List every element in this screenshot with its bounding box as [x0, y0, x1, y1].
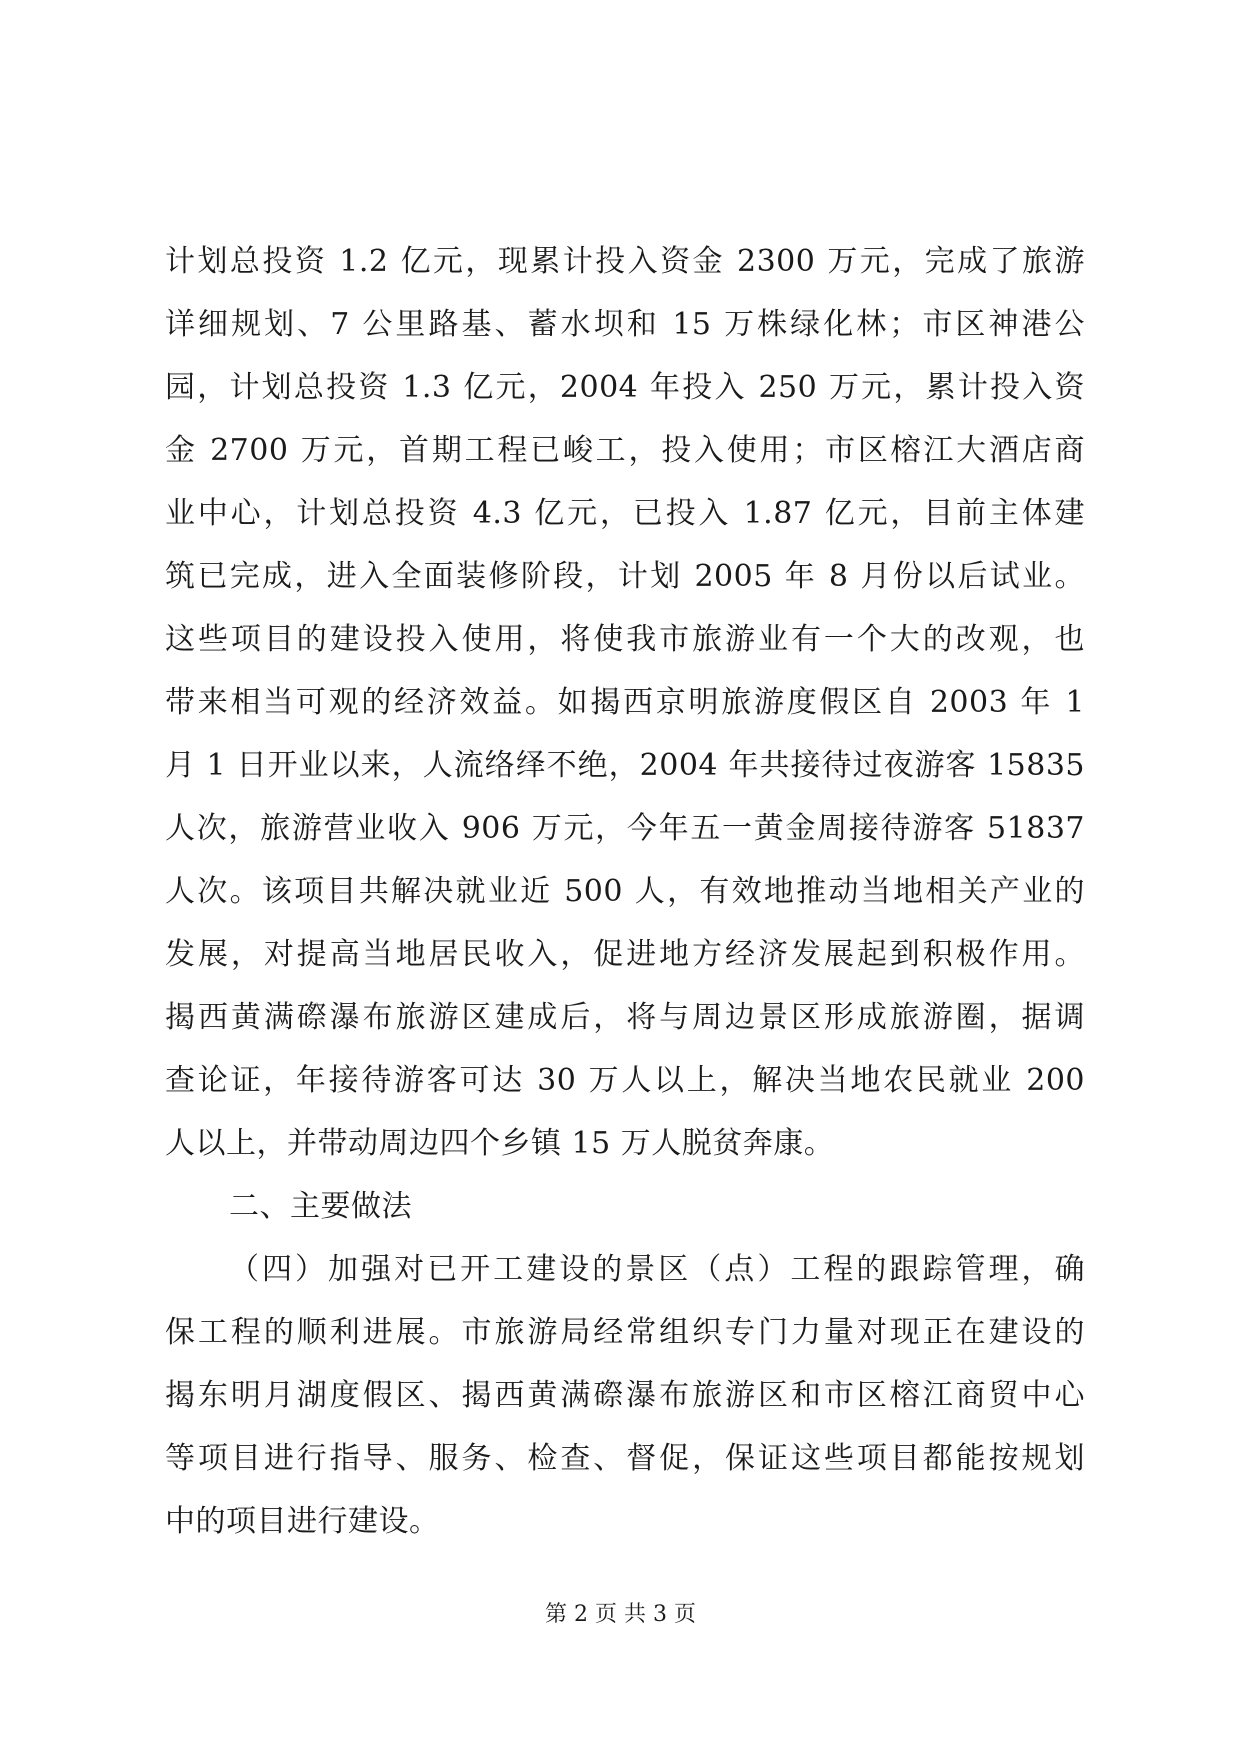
body-line: 带来相当可观的经济效益。如揭西京明旅游度假区自 2003 年 1 — [165, 685, 1085, 720]
body-line: 计划总投资 1.2 亿元，现累计投入资金 2300 万元，完成了旅游 — [165, 244, 1085, 279]
body-line: 查论证，年接待游客可达 30 万人以上，解决当地农民就业 200 — [165, 1063, 1085, 1098]
body-line: 人次，旅游营业收入 906 万元，今年五一黄金周接待游客 51837 — [165, 811, 1085, 846]
document-body — [165, 230, 1085, 1553]
body-line: 金 2700 万元，首期工程已峻工，投入使用；市区榕江大酒店商 — [165, 433, 1085, 468]
body-line: 保工程的顺利进展。市旅游局经常组织专门力量对现正在建设的 — [165, 1315, 1085, 1350]
body-line: 中的项目进行建设。 — [165, 1504, 440, 1539]
body-line: 这些项目的建设投入使用，将使我市旅游业有一个大的改观，也 — [165, 622, 1085, 657]
section-heading: 二、主要做法 — [229, 1189, 412, 1224]
body-line: 业中心，计划总投资 4.3 亿元，已投入 1.87 亿元，目前主体建 — [165, 496, 1085, 531]
body-line: 月 1 日开业以来，人流络绎不绝，2004 年共接待过夜游客 15835 — [165, 748, 1085, 783]
body-line: 筑已完成，进入全面装修阶段，计划 2005 年 8 月份以后试业。 — [165, 559, 1085, 594]
body-line: 等项目进行指导、服务、检查、督促，保证这些项目都能按规划 — [165, 1441, 1085, 1476]
body-line: 详细规划、7 公里路基、蓄水坝和 15 万株绿化林；市区神港公 — [165, 307, 1085, 342]
body-line: 园，计划总投资 1.3 亿元，2004 年投入 250 万元，累计投入资 — [165, 370, 1085, 405]
body-line: 发展，对提高当地居民收入，促进地方经济发展起到积极作用。 — [165, 937, 1085, 972]
body-line: 人以上，并带动周边四个乡镇 15 万人脱贫奔康。 — [165, 1126, 835, 1161]
body-line: 揭西黄满磜瀑布旅游区建成后，将与周边景区形成旅游圈，据调 — [165, 1000, 1085, 1035]
page-footer: 第 2 页 共 3 页 — [545, 1602, 696, 1627]
body-line: 人次。该项目共解决就业近 500 人，有效地推动当地相关产业的 — [165, 874, 1085, 909]
body-line: 揭东明月湖度假区、揭西黄满磜瀑布旅游区和市区榕江商贸中心 — [165, 1378, 1085, 1413]
body-line: （四）加强对已开工建设的景区（点）工程的跟踪管理，确 — [229, 1252, 1085, 1287]
